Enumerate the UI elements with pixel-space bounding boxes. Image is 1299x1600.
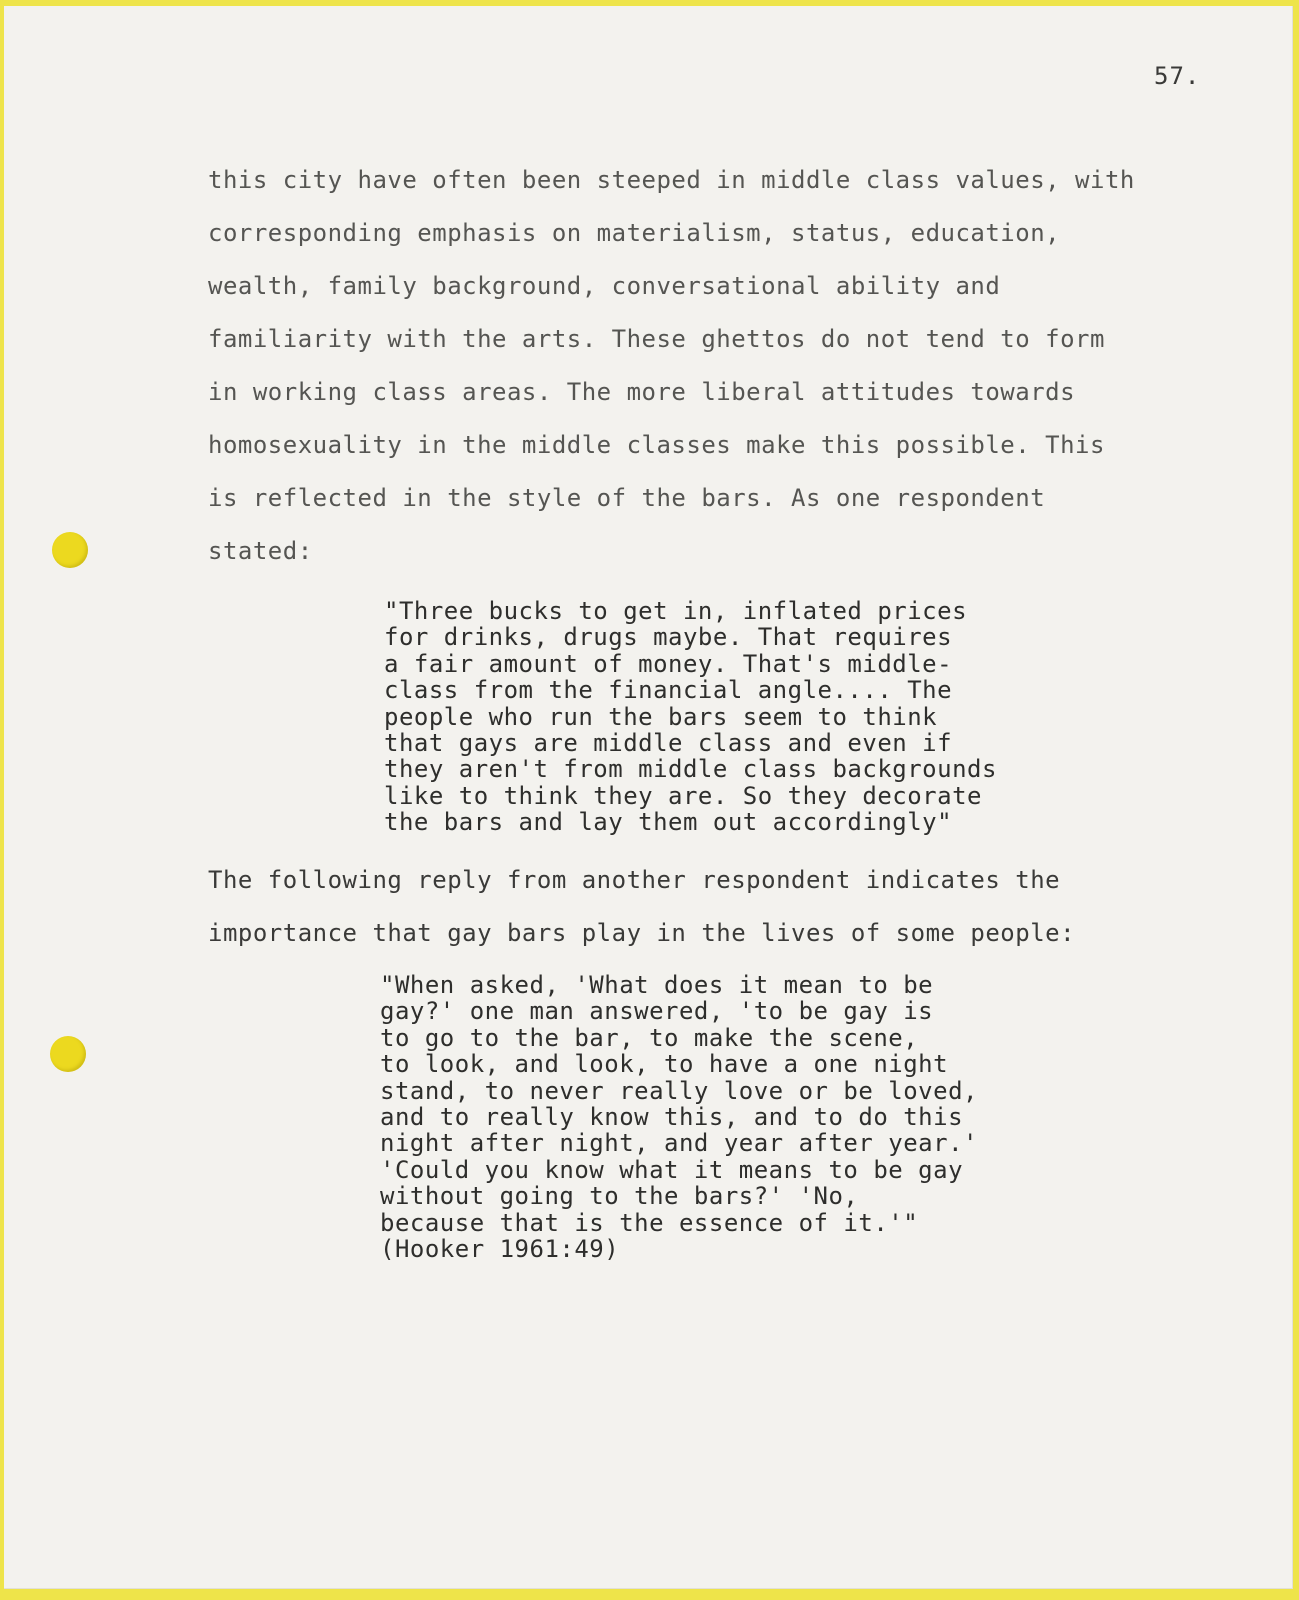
quote-line: and to really know this, and to do this [380, 1102, 964, 1131]
text-line: familiarity with the arts. These ghettos do not tend to form [208, 325, 1105, 353]
quote-line: "When asked, 'What does it mean to be [380, 971, 934, 999]
document-page [4, 6, 1293, 1589]
text-line: in working class areas. The more liberal attitudes towards [208, 378, 1076, 406]
citation: (Hooker 1961:49) [380, 1234, 620, 1263]
paragraph-2 [208, 862, 1208, 968]
quote-line: 'Could you know what it means to be gay [380, 1155, 964, 1184]
quote-line: like to think they are. So they decorate [384, 781, 982, 810]
quote-line: "Three bucks to get in, inflated prices [384, 597, 968, 625]
punch-hole-icon [52, 532, 88, 568]
quote-line: for drinks, drugs maybe. That requires [384, 623, 953, 652]
quote-line: because that is the essence of it.'" [380, 1208, 919, 1237]
text-line: The following reply from another respondent indicates the [208, 866, 1061, 894]
text-line: wealth, family background, conversational ability and [208, 272, 1001, 300]
quote-line: that gays are middle class and even if [384, 728, 953, 757]
text-line: is reflected in the style of the bars. As one respondent [208, 484, 1046, 512]
quote-line: stand, to never really love or be loved, [380, 1076, 978, 1105]
quote-line: class from the financial angle.... The [384, 676, 953, 705]
block-quote-2 [380, 972, 1080, 1262]
text-line: this city have often been steeped in middle class values, with [208, 166, 1135, 194]
quote-line: people who run the bars seem to think [384, 702, 938, 731]
quote-line: they aren't from middle class backgrounds [384, 755, 997, 784]
quote-line: without going to the bars?' 'No, [380, 1182, 859, 1211]
quote-line: to look, and look, to have a one night [380, 1050, 949, 1079]
quote-line: night after night, and year after year.' [380, 1129, 978, 1158]
text-line: stated: [208, 537, 313, 565]
block-quote-1 [384, 598, 1084, 836]
paragraph-1 [208, 162, 1208, 586]
quote-line: the bars and lay them out accordingly" [384, 808, 953, 837]
text-line: importance that gay bars play in the lives of some people: [208, 919, 1076, 947]
text-line: homosexuality in the middle classes make this possible. This [208, 431, 1105, 459]
quote-line: a fair amount of money. That's middle- [384, 649, 953, 678]
quote-line: to go to the bar, to make the scene, [380, 1023, 919, 1052]
text-line: corresponding emphasis on materialism, status, education, [208, 219, 1061, 247]
page-number: 57. [1154, 62, 1201, 90]
quote-line: gay?' one man answered, 'to be gay is [380, 997, 934, 1026]
punch-hole-icon [50, 1036, 86, 1072]
